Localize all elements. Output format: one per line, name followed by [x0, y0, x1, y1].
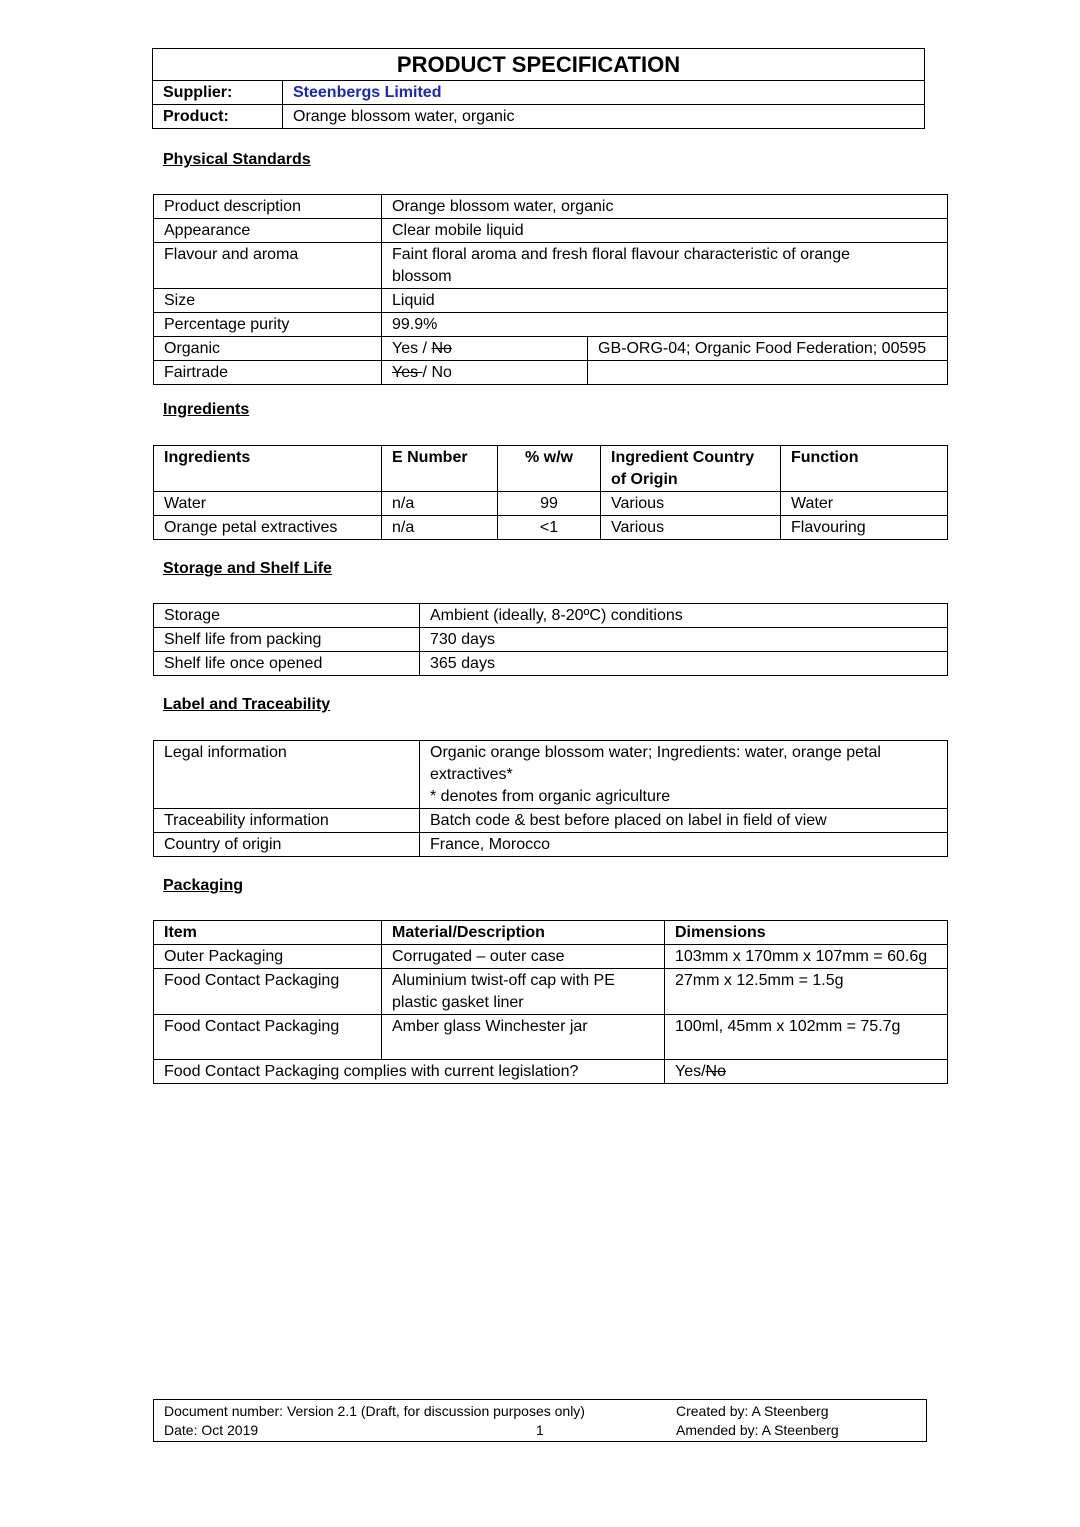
storage-heading: Storage and Shelf Life — [163, 560, 332, 577]
label-traceability-heading: Label and Traceability — [163, 696, 331, 713]
page-number: 1 — [536, 1422, 544, 1438]
table-row — [154, 741, 948, 809]
document-date: Date: Oct 2019 — [164, 1422, 259, 1438]
table-cell: Water — [154, 492, 382, 516]
storage-table — [153, 603, 948, 676]
column-header: E Number — [382, 446, 498, 492]
table-cell: Food Contact Packaging — [154, 969, 382, 1015]
row-value: Orange blossom water, organic — [382, 195, 948, 219]
table-cell: Amber glass Winchester jar — [382, 1015, 665, 1060]
table-cell: Outer Packaging — [154, 945, 382, 969]
column-header: Ingredient Country of Origin — [601, 446, 781, 492]
row-label: Storage — [154, 604, 420, 628]
row-label: Shelf life from packing — [154, 628, 420, 652]
row-label: Appearance — [154, 219, 382, 243]
table-cell: Aluminium twist-off cap with PE plastic gasket liner — [382, 969, 665, 1015]
row-label: Traceability information — [154, 809, 420, 833]
table-row — [154, 219, 948, 243]
row-value: Batch code & best before placed on label in field of view — [420, 809, 948, 833]
table-row — [154, 969, 948, 1015]
table-cell: Various — [601, 516, 781, 540]
table-cell: 27mm x 12.5mm = 1.5g — [665, 969, 948, 1015]
table-row — [154, 361, 948, 385]
ingredients-heading: Ingredients — [163, 401, 250, 418]
supplier-label: Supplier: — [153, 81, 283, 105]
column-header: Function — [781, 446, 948, 492]
table-cell: 99 — [498, 492, 601, 516]
table-header-row — [154, 446, 948, 492]
legal-information-value — [420, 741, 948, 809]
document-number: Document number: Version 2.1 (Draft, for discussion purposes only) — [164, 1403, 585, 1419]
created-by: Created by: A Steenberg — [676, 1403, 829, 1419]
packaging-heading: Packaging — [163, 877, 244, 894]
column-header: Ingredients — [154, 446, 382, 492]
product-value: Orange blossom water, organic — [283, 105, 925, 129]
table-cell: 100ml, 45mm x 102mm = 75.7g — [665, 1015, 948, 1060]
row-value: Liquid — [382, 289, 948, 313]
page-title: PRODUCT SPECIFICATION — [153, 49, 925, 81]
table-cell: Flavouring — [781, 516, 948, 540]
column-header: % w/w — [498, 446, 601, 492]
fairtrade-certification — [588, 361, 948, 385]
legal-ingredients-text: Organic orange blossom water; Ingredients: water, orange petal extractives* — [430, 744, 881, 783]
row-label: Shelf life once opened — [154, 652, 420, 676]
fairtrade-label: Fairtrade — [154, 361, 382, 385]
table-row — [154, 1015, 948, 1060]
compliance-value: Yes/No — [665, 1060, 948, 1084]
table-row — [154, 1060, 948, 1084]
table-row — [154, 243, 948, 289]
table-row — [154, 516, 948, 540]
table-row — [154, 313, 948, 337]
legal-organic-note: * denotes from organic agriculture — [430, 788, 671, 805]
row-value: 730 days — [420, 628, 948, 652]
row-value: Faint floral aroma and fresh floral flavour characteristic of orange blossom — [382, 243, 948, 289]
supplier-value: Steenbergs Limited — [283, 81, 925, 105]
table-row — [154, 652, 948, 676]
row-value: 99.9% — [382, 313, 948, 337]
table-cell: Various — [601, 492, 781, 516]
packaging-table — [153, 920, 948, 1084]
organic-certification: GB-ORG-04; Organic Food Federation; 00595 — [588, 337, 948, 361]
amended-by: Amended by: A Steenberg — [676, 1422, 839, 1438]
table-row — [154, 492, 948, 516]
organic-label: Organic — [154, 337, 382, 361]
row-label: Size — [154, 289, 382, 313]
table-cell: Orange petal extractives — [154, 516, 382, 540]
table-row — [154, 604, 948, 628]
table-row — [154, 945, 948, 969]
fairtrade-value: Yes / No — [382, 361, 588, 385]
table-cell: 103mm x 170mm x 107mm = 60.6g — [665, 945, 948, 969]
column-header: Dimensions — [665, 921, 948, 945]
table-cell: Food Contact Packaging — [154, 1015, 382, 1060]
ingredients-table — [153, 445, 948, 540]
table-header-row — [154, 921, 948, 945]
table-row — [154, 337, 948, 361]
legal-information-label: Legal information — [154, 741, 420, 809]
label-traceability-table — [153, 740, 948, 857]
table-row — [154, 628, 948, 652]
product-label: Product: — [153, 105, 283, 129]
row-value: France, Morocco — [420, 833, 948, 857]
table-row — [154, 833, 948, 857]
table-row — [154, 195, 948, 219]
row-label: Flavour and aroma — [154, 243, 382, 289]
row-value: 365 days — [420, 652, 948, 676]
table-cell: n/a — [382, 492, 498, 516]
row-label: Country of origin — [154, 833, 420, 857]
physical-standards-table — [153, 194, 948, 385]
footer-box — [153, 1399, 927, 1442]
table-cell: <1 — [498, 516, 601, 540]
table-cell: Water — [781, 492, 948, 516]
row-label: Product description — [154, 195, 382, 219]
table-row — [154, 289, 948, 313]
table-cell: Corrugated – outer case — [382, 945, 665, 969]
compliance-label: Food Contact Packaging complies with current legislation? — [154, 1060, 665, 1084]
row-value: Clear mobile liquid — [382, 219, 948, 243]
row-label: Percentage purity — [154, 313, 382, 337]
header-table — [152, 48, 925, 129]
row-value: Ambient (ideally, 8-20ºC) conditions — [420, 604, 948, 628]
organic-value: Yes / No — [382, 337, 588, 361]
table-cell: n/a — [382, 516, 498, 540]
table-row — [154, 809, 948, 833]
column-header: Item — [154, 921, 382, 945]
physical-standards-heading: Physical Standards — [163, 151, 311, 168]
column-header: Material/Description — [382, 921, 665, 945]
